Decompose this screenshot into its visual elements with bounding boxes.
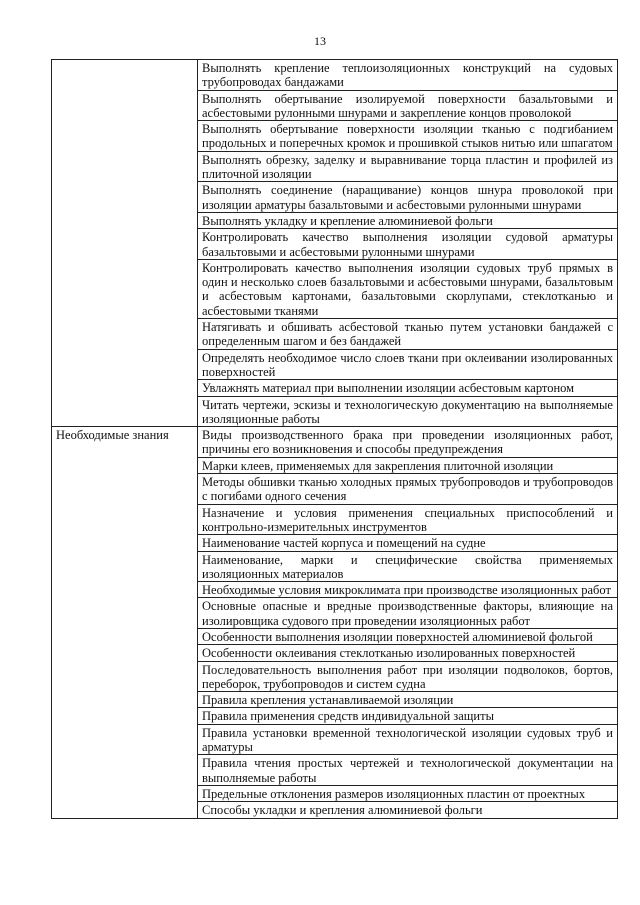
knowledge-item: Правила чтения простых чертежей и технологической документации на выполняемые работы — [198, 755, 618, 786]
knowledge-item: Способы укладки и крепления алюминиевой фольги — [198, 802, 618, 818]
knowledge-item: Наименование, марки и специфические свойства применяемых изоляционных материалов — [198, 551, 618, 582]
knowledge-item: Методы обшивки тканью холодных прямых трубопроводов и трубопроводов с погибами одного сечения — [198, 474, 618, 505]
knowledge-item: Особенности выполнения изоляции поверхностей алюминиевой фольгой — [198, 628, 618, 644]
actions-item: Выполнять крепление теплоизоляционных конструкций на судовых трубопроводах бандажами — [198, 60, 618, 91]
knowledge-item: Виды производственного брака при проведении изоляционных работ, причины его возникновения и способы предупреждения — [198, 427, 618, 458]
knowledge-item: Наименование частей корпуса и помещений на судне — [198, 535, 618, 551]
actions-item: Определять необходимое число слоев ткани при оклеивании изолированных поверхностей — [198, 349, 618, 380]
actions-item: Читать чертежи, эскизы и технологическую документацию на выполняемые изоляционные работы — [198, 396, 618, 427]
knowledge-item: Правила установки временной технологической изоляции судовых труб и арматуры — [198, 724, 618, 755]
actions-label — [52, 60, 198, 427]
knowledge-item: Основные опасные и вредные производственные факторы, влияющие на изолировщика судового при проведении изоляционных работ — [198, 598, 618, 629]
actions-item: Контролировать качество выполнения изоляции судовых труб прямых в один и несколько слоев базальтовыми и асбестовыми шнурами, базальтовым и асбестовым картонами, базальтовыми скорлупами, стеклотканью и асбестовыми тканями — [198, 259, 618, 318]
table-row — [52, 427, 618, 458]
actions-item: Выполнять обертывание поверхности изоляции тканью с подгибанием продольных и поперечных кромок и прошивкой стыков нитью или шпагатом — [198, 121, 618, 152]
competency-table — [51, 59, 618, 819]
page-number: 13 — [314, 34, 326, 48]
actions-item: Контролировать качество выполнения изоляции судовой арматуры базальтовыми и асбестовыми рулонными шнурами — [198, 229, 618, 260]
knowledge-item: Правила применения средств индивидуальной защиты — [198, 708, 618, 724]
knowledge-item: Предельные отклонения размеров изоляционных пластин от проектных — [198, 785, 618, 801]
knowledge-label: Необходимые знания — [52, 427, 198, 818]
actions-item: Выполнять обрезку, заделку и выравнивание торца пластин и профилей из плиточной изоляции — [198, 151, 618, 182]
knowledge-item: Последовательность выполнения работ при изоляции подволоков, бортов, переборок, трубопроводов и систем судна — [198, 661, 618, 692]
knowledge-item: Назначение и условия применения специальных приспособлений и контрольно-измерительных инструментов — [198, 504, 618, 535]
actions-item: Выполнять укладку и крепление алюминиевой фольги — [198, 212, 618, 228]
knowledge-item: Необходимые условия микроклимата при производстве изоляционных работ — [198, 582, 618, 598]
actions-item: Увлажнять материал при выполнении изоляции асбестовым картоном — [198, 380, 618, 396]
actions-item: Натягивать и обшивать асбестовой тканью путем установки бандажей с определенным шагом и без бандажей — [198, 319, 618, 350]
actions-item: Выполнять соединение (наращивание) концов шнура проволокой при изоляции арматуры базальтовыми и асбестовыми рулонными шнурами — [198, 182, 618, 213]
table-row — [52, 60, 618, 91]
knowledge-item: Марки клеев, применяемых для закрепления плиточной изоляции — [198, 457, 618, 473]
knowledge-item: Особенности оклеивания стеклотканью изолированных поверхностей — [198, 645, 618, 661]
knowledge-item: Правила крепления устанавливаемой изоляции — [198, 692, 618, 708]
actions-item: Выполнять обертывание изолируемой поверхности базальтовыми и асбестовыми рулонными шнурами и закрепление концов проволокой — [198, 90, 618, 121]
